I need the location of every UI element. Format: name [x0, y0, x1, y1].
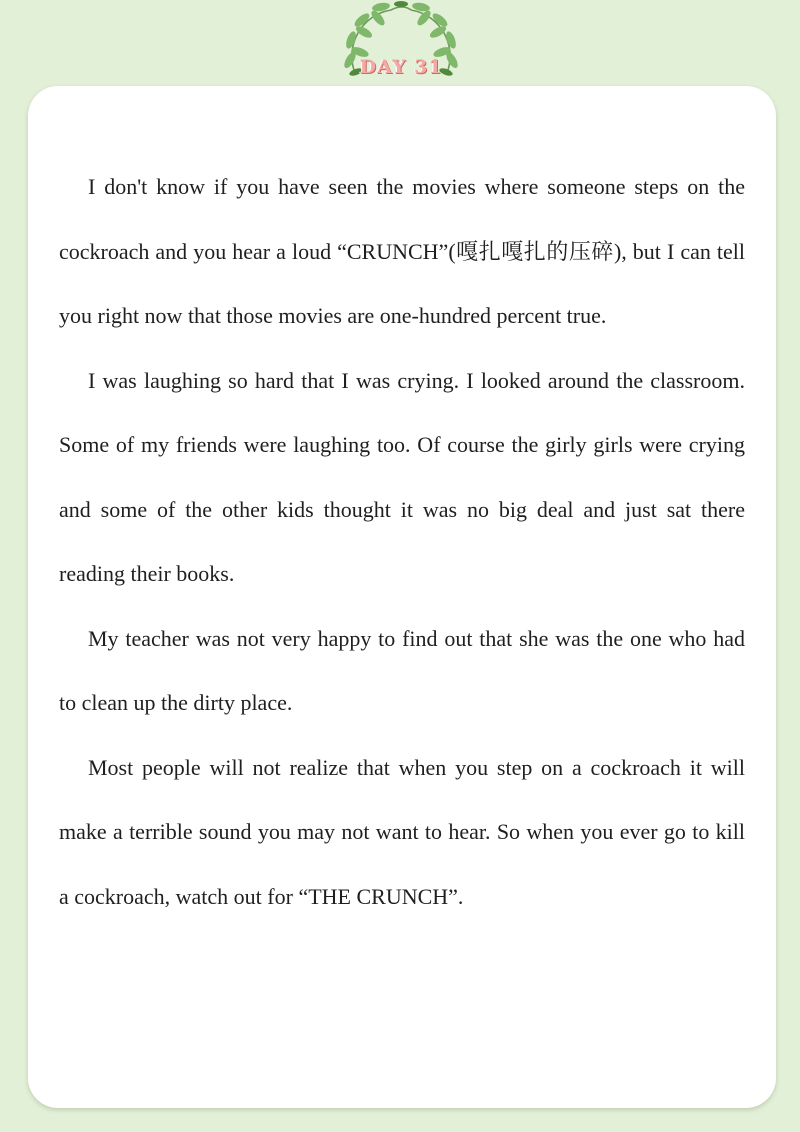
paragraph-3: My teacher was not very happy to find out that she was the one who had to clean up the dirty place.	[59, 625, 745, 715]
paragraph-2: I was laughing so hard that I was crying. I looked around the classroom. Some of my friends were laughing too. Of course the girly girls were crying and some of the other kids thought it was no big deal and just sat there reading their books.	[59, 367, 745, 586]
paragraph-4: Most people will not realize that when you step on a cockroach it will make a terrible sound you may not want to hear. So when you ever go to kill a cockroach, watch out for “THE CRUNCH”.	[59, 754, 745, 909]
paragraph-1: I don't know if you have seen the movies where someone steps on the cockroach and you hear a loud “CRUNCH”(嘎扎嘎扎的压碎), but I can tell you right now that those movies are one-hundred percent true.	[59, 174, 745, 328]
day-badge: DAY 31	[359, 56, 443, 78]
article-body	[59, 155, 745, 929]
